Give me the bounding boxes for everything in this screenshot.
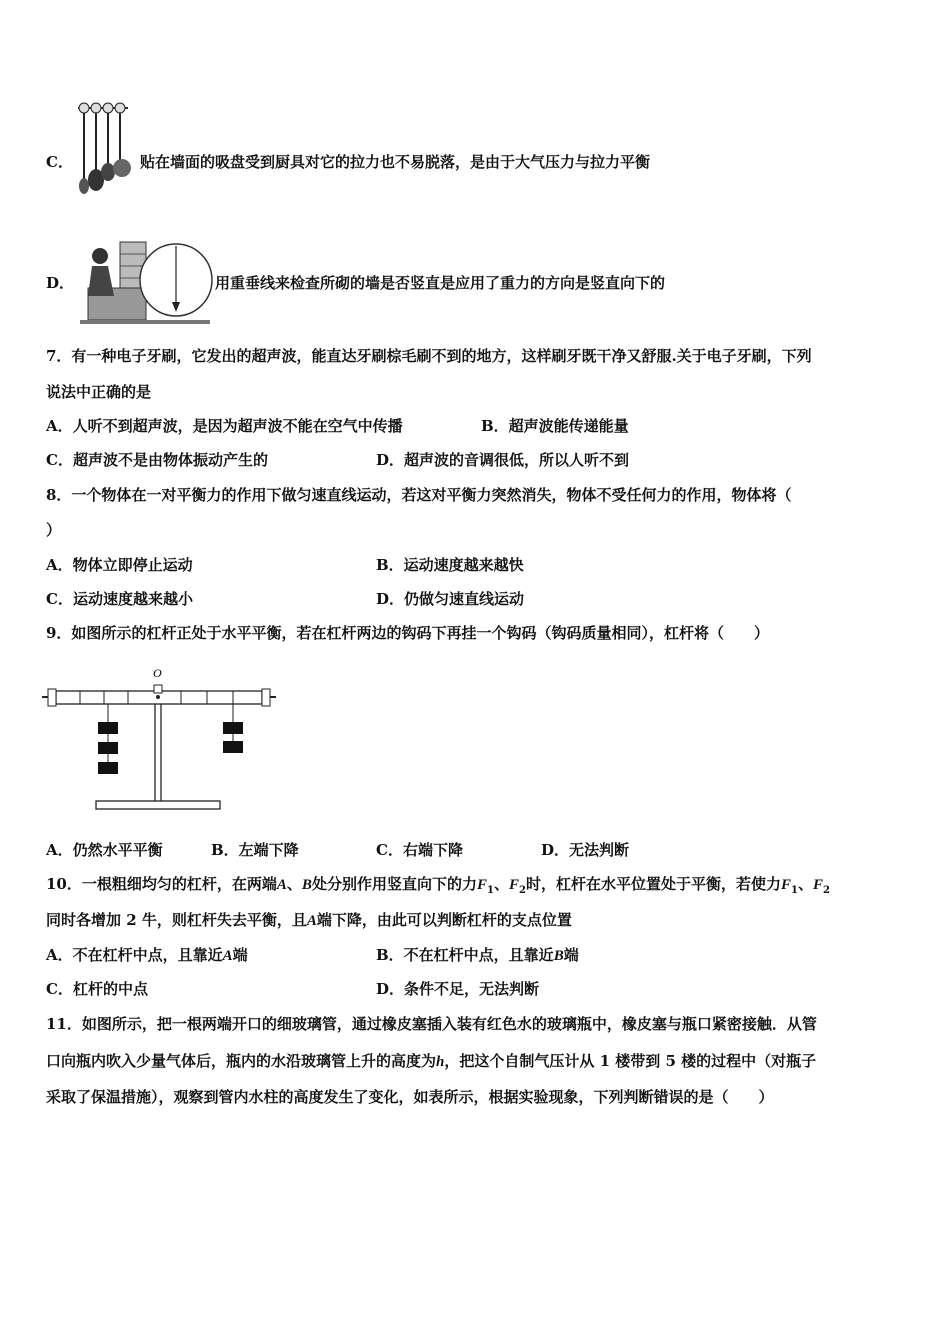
kitchen-utensils-suction-hooks-image: [76, 100, 138, 196]
q9-option-d: D．无法判断: [541, 841, 630, 859]
pivot-label-o: O: [153, 666, 162, 680]
q7-option-a: A．人听不到超声波，是因为超声波不能在空气中传播: [46, 417, 403, 435]
q9-option-a: A．仍然水平平衡: [46, 841, 163, 859]
q10-option-c: C．杠杆的中点: [46, 980, 148, 998]
q8-stem-line2: ）: [46, 521, 62, 539]
q10-stem-line2: 同时各增加 2 牛，则杠杆失去平衡，且A端下降，由此可以判断杠杆的支点位置: [46, 911, 572, 929]
q6-option-c-text: 贴在墙面的吸盘受到厨具对它的拉力也不易脱落，是由于大气压力与拉力平衡: [140, 153, 651, 171]
q10-option-b: B．不在杠杆中点，且靠近B端: [376, 946, 579, 964]
q8-option-d: D．仍做匀速直线运动: [376, 590, 525, 608]
q11-stem-line1: 11．如图所示，把一根两端开口的细玻璃管，通过橡皮塞插入装有红色水的玻璃瓶中，橡皮塞与瓶口紧密接触．从管: [46, 1015, 817, 1033]
q11-stem-line3: 采取了保温措施），观察到管内水柱的高度发生了变化，如表所示，根据实验现象，下列判断错误的是（ ）: [46, 1088, 774, 1106]
q9-option-b: B．左端下降: [211, 841, 299, 859]
q10-option-d: D．条件不足，无法判断: [376, 980, 540, 998]
q8-option-b: B．运动速度越来越快: [376, 556, 524, 574]
q7-option-c: C．超声波不是由物体振动产生的: [46, 451, 268, 469]
q11-stem-line2: 口向瓶内吹入少量气体后，瓶内的水沿玻璃管上升的高度为h，把这个自制气压计从 1 楼带到 5 楼的过程中（对瓶子: [46, 1052, 817, 1070]
q8-stem-line1: 8．一个物体在一对平衡力的作用下做匀速直线运动，若这对平衡力突然消失，物体不受任何力的作用，物体将（: [46, 486, 792, 504]
q6-option-d-letter: D．: [46, 274, 75, 292]
q6-option-c-letter: C．: [46, 153, 73, 171]
q6-option-d-text: 用重垂线来检查所砌的墙是否竖直是应用了重力的方向是竖直向下的: [215, 274, 666, 292]
q8-option-a: A．物体立即停止运动: [46, 556, 193, 574]
q7-stem-line1: 7．有一种电子牙刷，它发出的超声波，能直达牙刷棕毛刷不到的地方，这样刷牙既干净又舒服.关于电子牙刷，下列: [46, 347, 812, 365]
bricklayer-plumb-line-image: [80, 236, 212, 326]
q7-option-d: D．超声波的音调很低，所以人听不到: [376, 451, 630, 469]
q9-stem: 9．如图所示的杠杆正处于水平平衡，若在杠杆两边的钩码下再挂一个钩码（钩码质量相同），杠杆将（ ）: [46, 624, 769, 642]
q8-option-c: C．运动速度越来越小: [46, 590, 193, 608]
q10-stem-line1: 10．一根粗细均匀的杠杆，在两端A、B处分别作用竖直向下的力$F_1$、$F_2$时，杠杆在水平位置处于平衡，若使力$F_1$、$F_2$: [46, 875, 830, 896]
lever-balance-diagram: [42, 664, 277, 816]
q9-option-c: C．右端下降: [376, 841, 463, 859]
q7-stem-line2: 说法中正确的是: [46, 383, 152, 401]
q7-option-b: B．超声波能传递能量: [481, 417, 629, 435]
q10-option-a: A．不在杠杆中点，且靠近A端: [46, 946, 248, 964]
